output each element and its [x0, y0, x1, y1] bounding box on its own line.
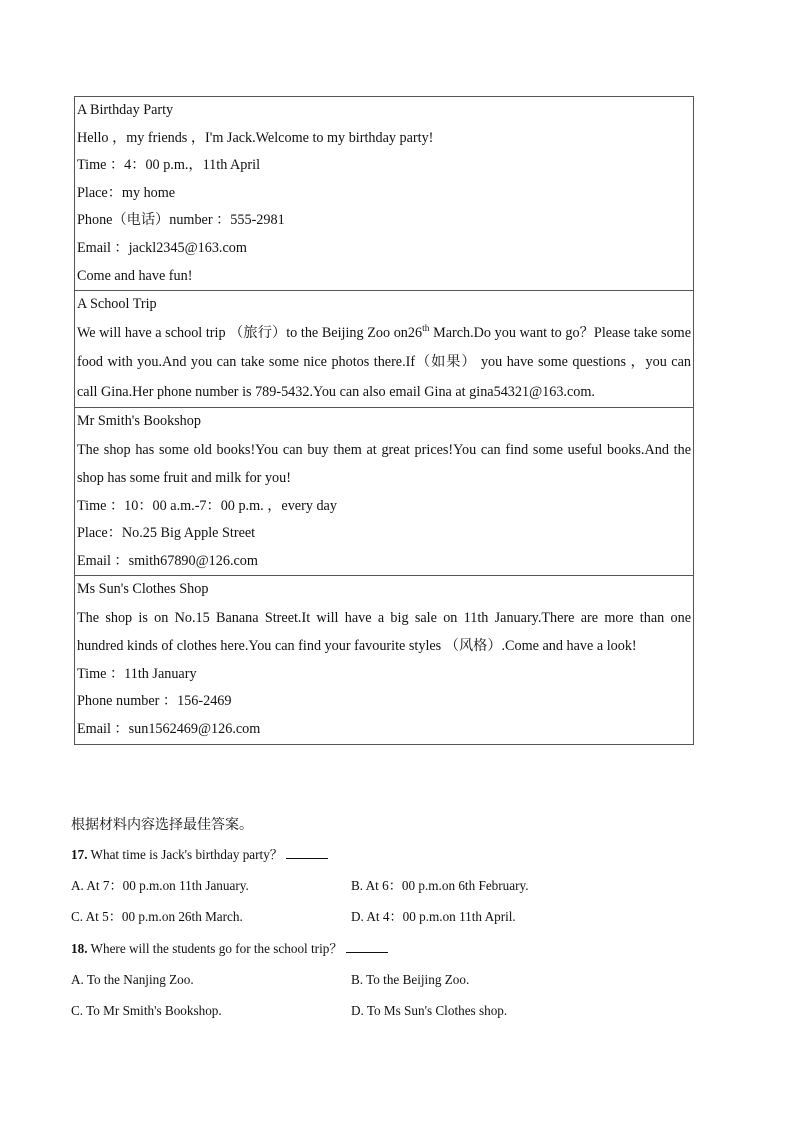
notice-title: Mr Smith's Bookshop	[77, 413, 201, 430]
questions-section	[71, 812, 631, 1026]
notice-school-trip	[75, 290, 693, 407]
option-c[interactable]: C. To Mr Smith's Bookshop.	[71, 1002, 222, 1018]
option-b[interactable]: B. At 6：00 p.m.on 6th February.	[351, 878, 529, 893]
question-18	[71, 933, 631, 964]
option-b[interactable]: B. To the Beijing Zoo.	[351, 971, 470, 987]
notice-line: Email ：sun1562469@126.com	[77, 721, 261, 738]
notice-line: Time ：11th January	[77, 665, 197, 682]
option-d[interactable]: D. At 4：00 p.m.on 11th April.	[351, 909, 516, 925]
reading-passages	[74, 96, 694, 745]
notice-clothes-shop	[75, 575, 693, 743]
option-a[interactable]: A. At 7：00 p.m.on 11th January.	[71, 878, 249, 893]
option-c[interactable]: C. At 5：00 p.m.on 26th March.	[71, 909, 243, 925]
question-number: 18.	[71, 940, 88, 956]
options-17	[71, 870, 631, 933]
option-a[interactable]: A. To the Nanjing Zoo.	[71, 971, 194, 987]
notice-line: Place：my home	[77, 184, 176, 201]
notice-line: Phone number ：156-2469	[77, 693, 232, 710]
question-text: What time is Jack's birthday party？	[87, 847, 283, 862]
options-18	[71, 964, 631, 1027]
notice-title: Ms Sun's Clothes Shop	[77, 581, 209, 598]
notice-bookshop	[75, 407, 693, 575]
notice-line: Place：No.25 Big Apple Street	[77, 525, 256, 542]
notice-birthday-party	[75, 97, 693, 290]
notice-line: Come and have fun!	[77, 267, 193, 284]
answer-blank[interactable]	[286, 846, 328, 859]
question-17	[71, 839, 631, 870]
paragraph-text: March.Do you want to go？Please take some food with you.And you can take some nice photos there.If（如果） you have some questions ，you can call Gina.Her phone number is 789-5432.You can also email Gina at gina54321@163.com.	[77, 324, 691, 400]
ordinal-suffix: th	[422, 323, 430, 334]
notice-title: A School Trip	[77, 296, 157, 313]
notice-line: Phone（电话）number ：555-2981	[77, 212, 285, 229]
notice-line: Email ：jackl2345@163.com	[77, 239, 247, 256]
instruction: 根据材料内容选择最佳答案。	[71, 817, 253, 833]
answer-blank[interactable]	[346, 940, 388, 953]
paragraph-text: We will have a school trip （旅行）to the Beijing Zoo on26	[77, 324, 423, 341]
notice-paragraph: The shop is on No.15 Banana Street.It will have a big sale on 11th January.There are more than one hundred kinds of clothes here.You can find your favourite styles （风格）.Come and have a look!	[77, 610, 691, 655]
notice-line: Time ：10：00 a.m.-7：00 p.m. ，every day	[77, 497, 337, 514]
notice-line: Email ：smith67890@126.com	[77, 552, 258, 569]
question-number: 17.	[71, 847, 88, 862]
notice-line: Time ：4：00 p.m.，11th April	[77, 157, 261, 174]
notice-title: A Birthday Party	[77, 102, 174, 118]
notice-paragraph	[77, 319, 691, 408]
option-d[interactable]: D. To Ms Sun's Clothes shop.	[351, 1002, 508, 1018]
question-text: Where will the students go for the school trip？	[87, 940, 343, 956]
notice-paragraph: The shop has some old books!You can buy them at great prices!You can find some useful books.And the shop has some fruit and milk for you!	[77, 441, 691, 487]
notice-line: Hello ，my friends ，I'm Jack.Welcome to my birthday party!	[77, 129, 434, 146]
